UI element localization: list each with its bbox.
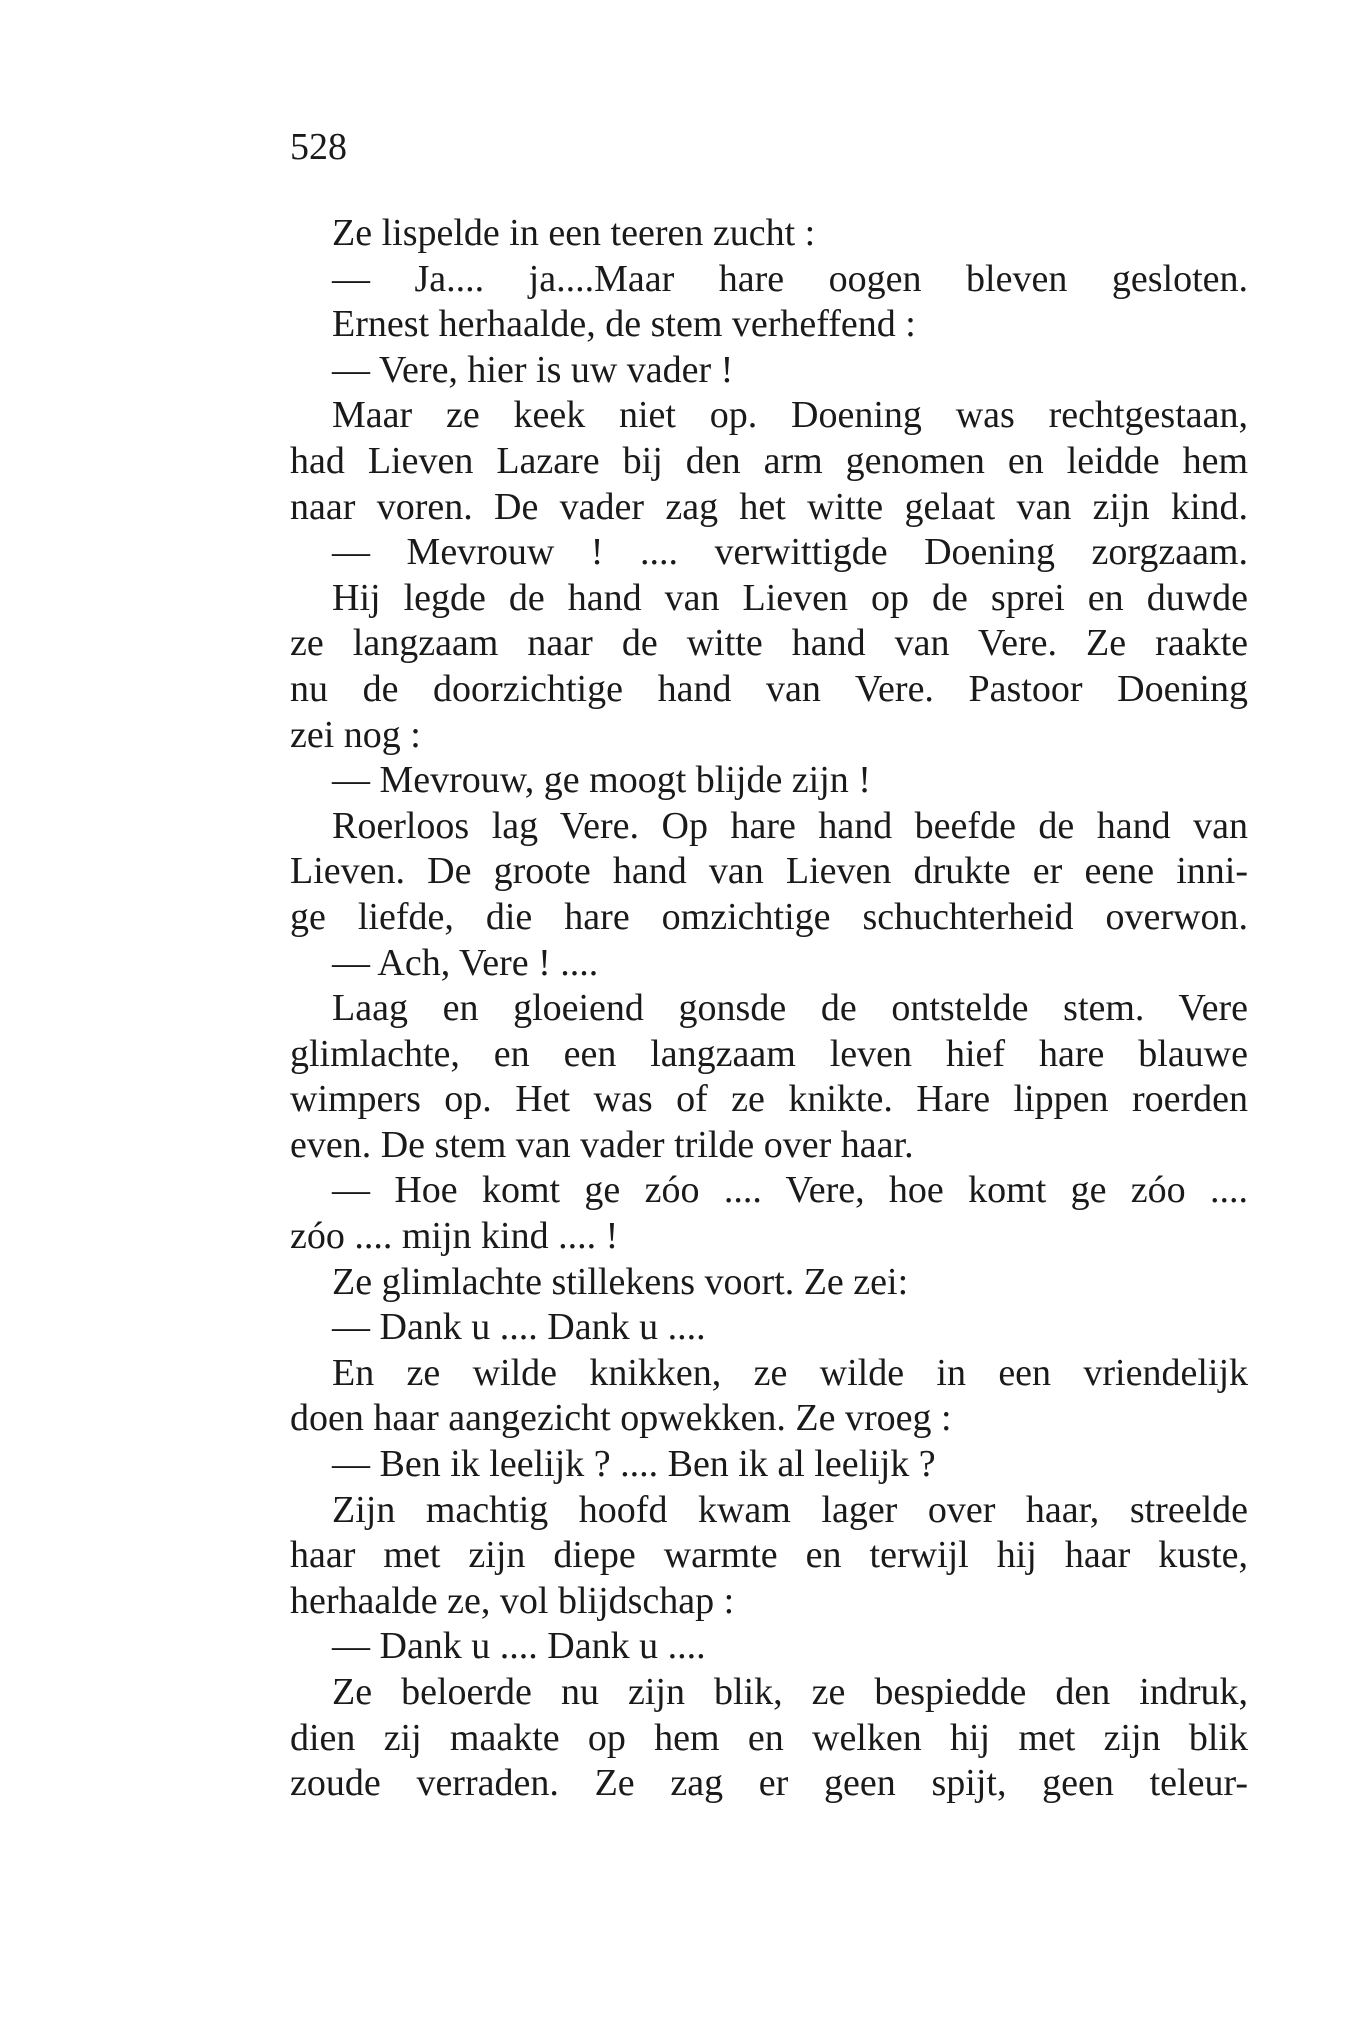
text-line: Ze lispelde in een teeren zucht : bbox=[332, 212, 816, 254]
text-line: Zijn machtig hoofd kwam lager over haar, streelde bbox=[332, 1488, 1248, 1531]
text-line: Maar ze keek niet op. Doening was rechtgestaan, bbox=[332, 394, 1248, 437]
text-line: wimpers op. Het was of ze knikte. Hare lippen roerden bbox=[290, 1078, 1248, 1121]
text-line: Ernest herhaalde, de stem verheffend : bbox=[332, 303, 916, 346]
text-line: zóo .... mijn kind .... ! bbox=[290, 1215, 619, 1258]
text-line: had Lieven Lazare bij den arm genomen en leidde hem bbox=[290, 439, 1248, 482]
text-line: ze langzaam naar de witte hand van Vere. Ze raakte bbox=[290, 622, 1248, 665]
text-line: Ze beloerde nu zijn blik, ze bespiedde den indruk, bbox=[332, 1671, 1248, 1713]
text-line: — Hoe komt ge zóo .... Vere, hoe komt ge zóo .... bbox=[332, 1169, 1248, 1212]
text-line: even. De stem van vader trilde over haar. bbox=[290, 1123, 914, 1166]
text-line: zoude verraden. Ze zag er geen spijt, geen teleur- bbox=[290, 1762, 1248, 1805]
text-line: — Dank u .... Dank u .... bbox=[332, 1306, 706, 1349]
text-line: naar voren. De vader zag het witte gelaat van zijn kind. bbox=[290, 485, 1248, 528]
text-line: ge liefde, die hare omzichtige schuchterheid overwon. bbox=[290, 895, 1248, 938]
text-line: — Vere, hier is uw vader ! bbox=[332, 348, 734, 391]
page-number: 528 bbox=[290, 126, 347, 168]
text-line: — Ach, Vere ! .... bbox=[332, 941, 599, 984]
text-line: zei nog : bbox=[290, 713, 421, 756]
text-line: — Ja.... ja....Maar hare oogen bleven gesloten. bbox=[332, 257, 1248, 300]
text-line: doen haar aangezicht opwekken. Ze vroeg : bbox=[290, 1397, 952, 1440]
text-line: dien zij maakte op hem en welken hij met zijn blik bbox=[290, 1716, 1248, 1759]
text-line: haar met zijn diepe warmte en terwijl hij haar kuste, bbox=[290, 1534, 1248, 1577]
text-line: En ze wilde knikken, ze wilde in een vriendelijk bbox=[332, 1351, 1248, 1394]
text-line: Hij legde de hand van Lieven op de sprei en duwde bbox=[332, 576, 1248, 619]
body-text bbox=[290, 211, 1248, 1807]
text-line: — Dank u .... Dank u .... bbox=[332, 1625, 706, 1668]
text-line: Roerloos lag Vere. Op hare hand beefde de hand van bbox=[332, 804, 1248, 847]
text-line: — Mevrouw, ge moogt blijde zijn ! bbox=[332, 759, 871, 802]
text-line: Lieven. De groote hand van Lieven drukte er eene inni- bbox=[290, 850, 1248, 893]
text-line: Ze glimlachte stillekens voort. Ze zei: bbox=[332, 1260, 909, 1303]
text-line: Laag en gloeiend gonsde de ontstelde stem. Vere bbox=[332, 987, 1248, 1030]
text-line: — Mevrouw ! .... verwittigde Doening zorgzaam. bbox=[332, 531, 1248, 574]
text-line: nu de doorzichtige hand van Vere. Pastoor Doening bbox=[290, 667, 1248, 710]
text-line: glimlachte, en een langzaam leven hief hare blauwe bbox=[290, 1032, 1248, 1075]
text-line: — Ben ik leelijk ? .... Ben ik al leelijk ? bbox=[332, 1443, 936, 1486]
text-line: herhaalde ze, vol blijdschap : bbox=[290, 1579, 735, 1622]
